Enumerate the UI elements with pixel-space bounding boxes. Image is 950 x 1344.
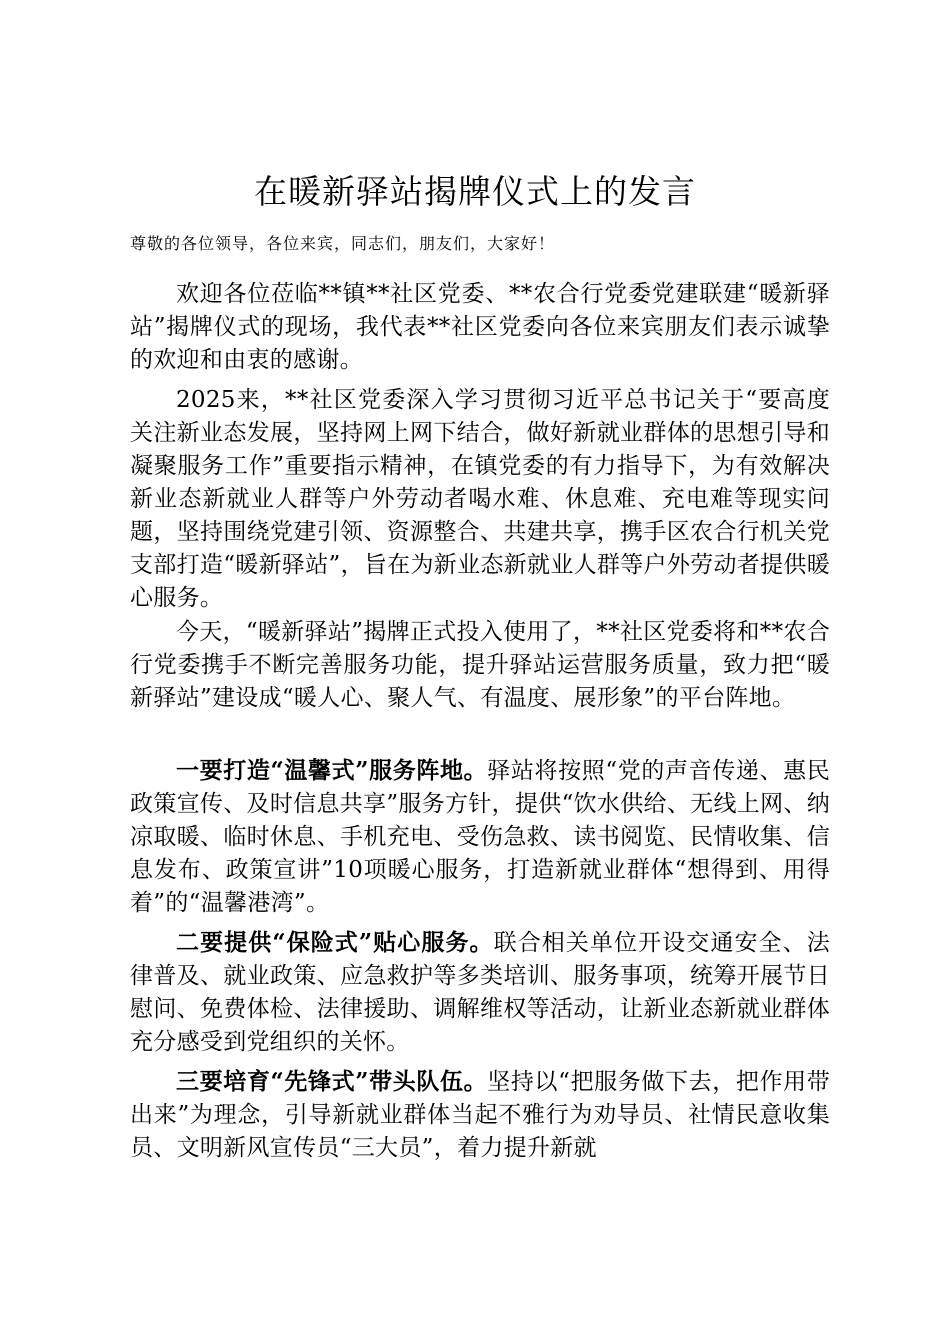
paragraph-lead: 二要提供“保险式”贴心服务。 — [176, 929, 494, 956]
paragraph-today — [130, 615, 830, 715]
paragraph-lead: 一要打造“温馨式”服务阵地。 — [176, 757, 488, 784]
paragraph-text: 驿站将按照“党的声音传递、惠民政策宣传、及时信息共享”服务方针，提供“饮水供给、无线上网、纳凉取暖、临时休息、手机充电、受伤急救、读书阅览、民情收集、信息发布、政策宣讲”10项暖心服务，打造新就业群体“想得到、用得着”的“温馨港湾”。 — [130, 758, 830, 916]
paragraph-point-three — [130, 1065, 830, 1165]
paragraph-text: 联合相关单位开设交通安全、法律普及、就业政策、应急救护等多类培训、服务事项，统筹开展节日慰问、免费体检、法律援助、调解维权等活动，让新业态新就业群体充分感受到党组织的关怀。 — [130, 930, 830, 1055]
paragraph-text: 今天，“暖新驿站”揭牌正式投入使用了，**社区党委将和**农合行党委携手不断完善服务功能，提升驿站运营服务质量，致力把“暖新驿站”建设成“暖人心、聚人气、有温度、展形象”的平台阵地。 — [130, 619, 830, 711]
paragraph-text: 2025来，**社区党委深入学习贯彻习近平总书记关于“要高度关注新业态发展，坚持网上网下结合，做好新就业群体的思想引导和凝聚服务工作”重要指示精神，在镇党委的有力指导下，为有效解决新业态新就业人群等户外劳动者喝水难、休息难、充电难等现实问题，坚持围绕党建引领、资源整合、共建共享，携手区农合行机关党支部打造“暖新驿站”，旨在为新业态新就业人群等户外劳动者提供暖心服务。 — [130, 387, 830, 611]
paragraph-background — [130, 383, 830, 615]
paragraph-point-one — [130, 754, 830, 920]
greeting-line: 尊敬的各位领导，各位来宾，同志们，朋友们，大家好！ — [130, 234, 556, 253]
paragraph-text: 坚持以“把服务做下去，把作用带出来”为理念，引导新就业群体当起不雅行为劝导员、社情民意收集员、文明新风宣传员“三大员”，着力提升新就 — [130, 1069, 830, 1161]
paragraph-welcome — [130, 277, 830, 377]
document-title: 在暖新驿站揭牌仪式上的发言 — [254, 172, 696, 211]
paragraph-text: 欢迎各位莅临**镇**社区党委、**农合行党委党建联建“暖新驿站”揭牌仪式的现场，我代表**社区党委向各位来宾朋友们表示诚挚的欢迎和由衷的感谢。 — [130, 281, 830, 373]
paragraph-point-two — [130, 926, 830, 1059]
paragraph-lead: 三要培育“先锋式”带头队伍。 — [176, 1068, 488, 1095]
